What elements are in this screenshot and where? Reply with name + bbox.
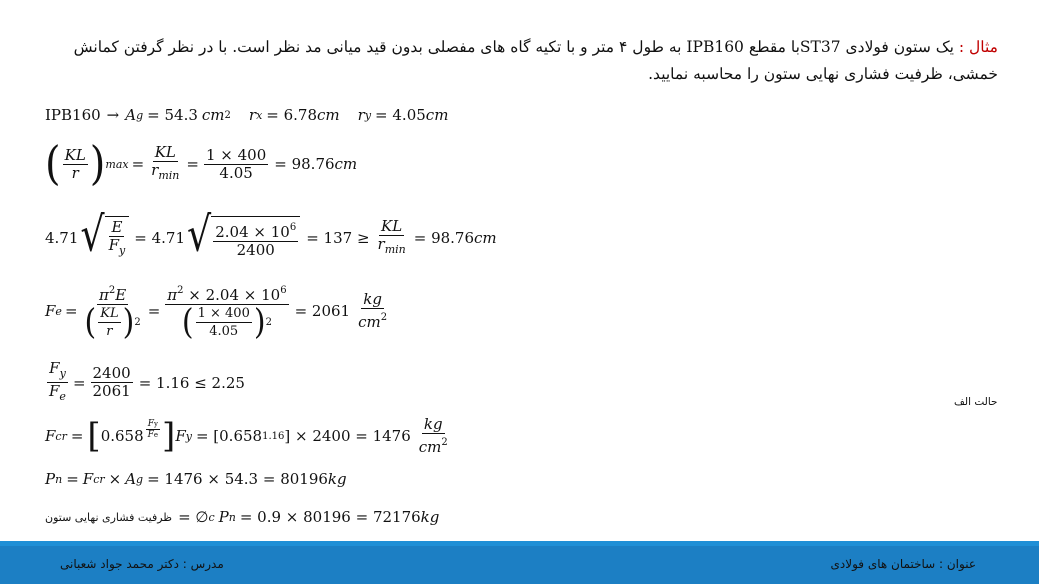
inner-denominator: 4.05: [209, 324, 239, 339]
ratio-denominator: 2061: [92, 382, 131, 400]
numerator-exponent: 6: [280, 285, 287, 296]
pi-symbol-2: π: [167, 286, 178, 304]
ag-text-7: A: [125, 470, 137, 488]
rx-value: = 6.78: [266, 106, 318, 124]
rmin-subscript-3: min: [384, 242, 406, 256]
pn-sub: n: [55, 472, 63, 486]
slenderness-result: = 98.76: [274, 155, 335, 173]
fy-text-6: F: [175, 427, 186, 445]
design-strength-label: ظرفیت فشاری نهایی ستون: [45, 510, 173, 524]
limit-unit: cm: [474, 228, 497, 247]
example-text: یک ستون فولادی ST37با مقطع IPB160 به طول ۴ متر و با تکیه گاه های مفصلی بدون قید میانی مد نظر است. با در نظر گرفتن کمانش خمشی، ظرفیت فشاری نهایی ستون را محاسبه نمایید.: [73, 38, 998, 83]
pi-exponent: 2: [108, 285, 116, 296]
sqrt-numerator: 2.04 × 10: [215, 223, 290, 241]
coef-2: = 4.71: [134, 228, 186, 247]
fy-sub-6: y: [185, 429, 192, 443]
max-subscript: max: [105, 157, 129, 171]
r-text: r: [71, 163, 79, 182]
square-exponent-2: 2: [265, 317, 272, 328]
fy-sub-5: y: [59, 367, 66, 380]
phi-symbol: = ∅: [178, 508, 209, 526]
fe-text: F: [45, 302, 56, 320]
unit-kg-6: kg: [423, 415, 443, 433]
pn-sub-8: n: [228, 510, 236, 524]
fcr-sub-7: cr: [93, 472, 105, 486]
lecturer-name: مدرس : دکتر محمد جواد شعبانی: [60, 557, 224, 571]
pn-text: P: [45, 470, 56, 488]
inner-numerator: 1 × 400: [197, 306, 250, 321]
ratio-result: = 1.16 ≤ 2.25: [138, 373, 245, 392]
rhs-start: = [0.658: [195, 427, 263, 445]
unit-cm: cm: [358, 313, 381, 331]
square-exponent: 2: [134, 317, 141, 328]
unit-kg: kg: [363, 290, 382, 308]
ag-value: = 54.3: [147, 106, 198, 124]
fe-sub: e: [55, 304, 62, 318]
design-result: = 0.9 × 80196 = 72176: [239, 508, 421, 526]
fcr-sub: cr: [55, 429, 67, 443]
numerator-rest: × 2.04 × 10: [183, 286, 281, 304]
equation-section-properties: IPB160 → A g = 54.3 cm 2 r x = 6.78 cm r y = 4.05 cm: [45, 106, 449, 124]
ry-value: = 4.05: [375, 106, 426, 124]
pn-unit: kg: [327, 470, 347, 488]
sqrt-denominator: 2400: [236, 241, 275, 259]
rhs-exponent: 1.16: [262, 430, 285, 442]
course-title: عنوان : ساختمان های فولادی: [830, 557, 976, 571]
footer-bar: [0, 546, 1039, 584]
pi-exponent-2: 2: [177, 285, 184, 296]
ratio-numerator: 2400: [92, 364, 131, 382]
arrow: →: [106, 106, 120, 124]
exp-fy-sub: y: [153, 419, 158, 428]
exp-fe-sub: e: [153, 430, 159, 439]
problem-statement: [40, 34, 998, 88]
rhs-end: ] × 2400 = 1476: [284, 427, 411, 445]
equation-nominal-strength: P n = F cr × A g = 1476 × 54.3 = 80196 kg: [45, 470, 347, 488]
equation-design-strength: [45, 508, 439, 526]
ry-unit: cm: [425, 106, 449, 124]
pi-symbol: π: [99, 286, 109, 304]
case-note: حالت الف: [954, 396, 998, 408]
slenderness-unit: cm: [334, 155, 358, 173]
equation-elastic-buckling: F e = $\pi^2E$ ( $\frac{KL}{r}$ ) 2 = $\pi^2 \times 2.04 \times 10^6$ ( $\frac{1 \times 400}{4.05}$ ) 2 = 2061 $\frac{kg}{cm^2}$: [45, 282, 391, 340]
fraction-denominator: 4.05: [219, 163, 253, 182]
exp-fe: F: [147, 429, 154, 440]
phi-sub: c: [208, 510, 215, 524]
fy-text: F: [108, 236, 120, 254]
fraction-numerator: 1 × 400: [205, 145, 267, 164]
design-unit: kg: [420, 508, 440, 526]
sqrt-num-exponent: 6: [289, 222, 297, 233]
pn-text-8: P: [218, 508, 229, 526]
limit-result-2: = 98.76: [413, 228, 475, 247]
ag-unit: cm: [201, 106, 225, 124]
exp-fy: F: [147, 418, 154, 429]
limit-result: = 137 ≥: [306, 228, 370, 247]
fe-result: = 2061: [294, 302, 351, 320]
rx-unit: cm: [317, 106, 340, 124]
kl-text: KL: [64, 145, 86, 164]
unit-cm-6: cm: [418, 438, 442, 456]
unit-exponent: 2: [380, 312, 388, 323]
fcr-text: F: [45, 427, 56, 445]
equation-limit-check: 4.71 √ $\frac{E}{F_y}$ = 4.71 √ $\frac{2.04 \times 10^6}{2400}$ = 137 ≥ $\frac{KL}{r_{min}}$ = 98.76 cm: [45, 206, 497, 262]
fe-text-5: F: [49, 382, 60, 400]
fe-sub-5: e: [59, 390, 66, 403]
base-value: 0.658: [100, 427, 144, 445]
kl-text-3: KL: [381, 216, 403, 235]
fy-text-5: F: [49, 359, 60, 377]
e-text-4: E: [115, 286, 127, 304]
kl-text-4: KL: [100, 306, 119, 321]
equation-critical-stress: F cr = [ 0.658 $\frac{Fy}{Fe}$ ] F y = [0.658 1.16 ] × 2400 = 1476 $\frac{kg}{cm^2}$: [45, 415, 448, 456]
kl-text-2: KL: [154, 143, 176, 161]
fcr-text-7: F: [82, 470, 94, 488]
equation-ratio: $\frac{F_y}{F_e}$ = $\frac{2400}{2061}$ = 1.16 ≤ 2.25: [49, 359, 245, 403]
ag-sub-7: g: [136, 472, 144, 486]
fy-sub: y: [119, 244, 126, 257]
pn-result: = 1476 × 54.3 = 80196: [147, 470, 328, 488]
e-text: E: [111, 218, 123, 236]
equation-slenderness: ( $\frac{KL}{r}$ ) max = $\frac{KL}{r_{min}}$ = $\frac{1 \times 400}{4.05}$ = 98.76 cm: [45, 137, 358, 191]
example-label: مثال :: [958, 38, 998, 56]
unit-exponent-6: 2: [441, 437, 448, 448]
r-text-3: r: [377, 234, 385, 253]
r-text-4: r: [106, 324, 113, 339]
rmin-subscript: min: [158, 169, 180, 182]
coef: 4.71: [45, 228, 79, 247]
section-name: IPB160: [45, 106, 101, 124]
